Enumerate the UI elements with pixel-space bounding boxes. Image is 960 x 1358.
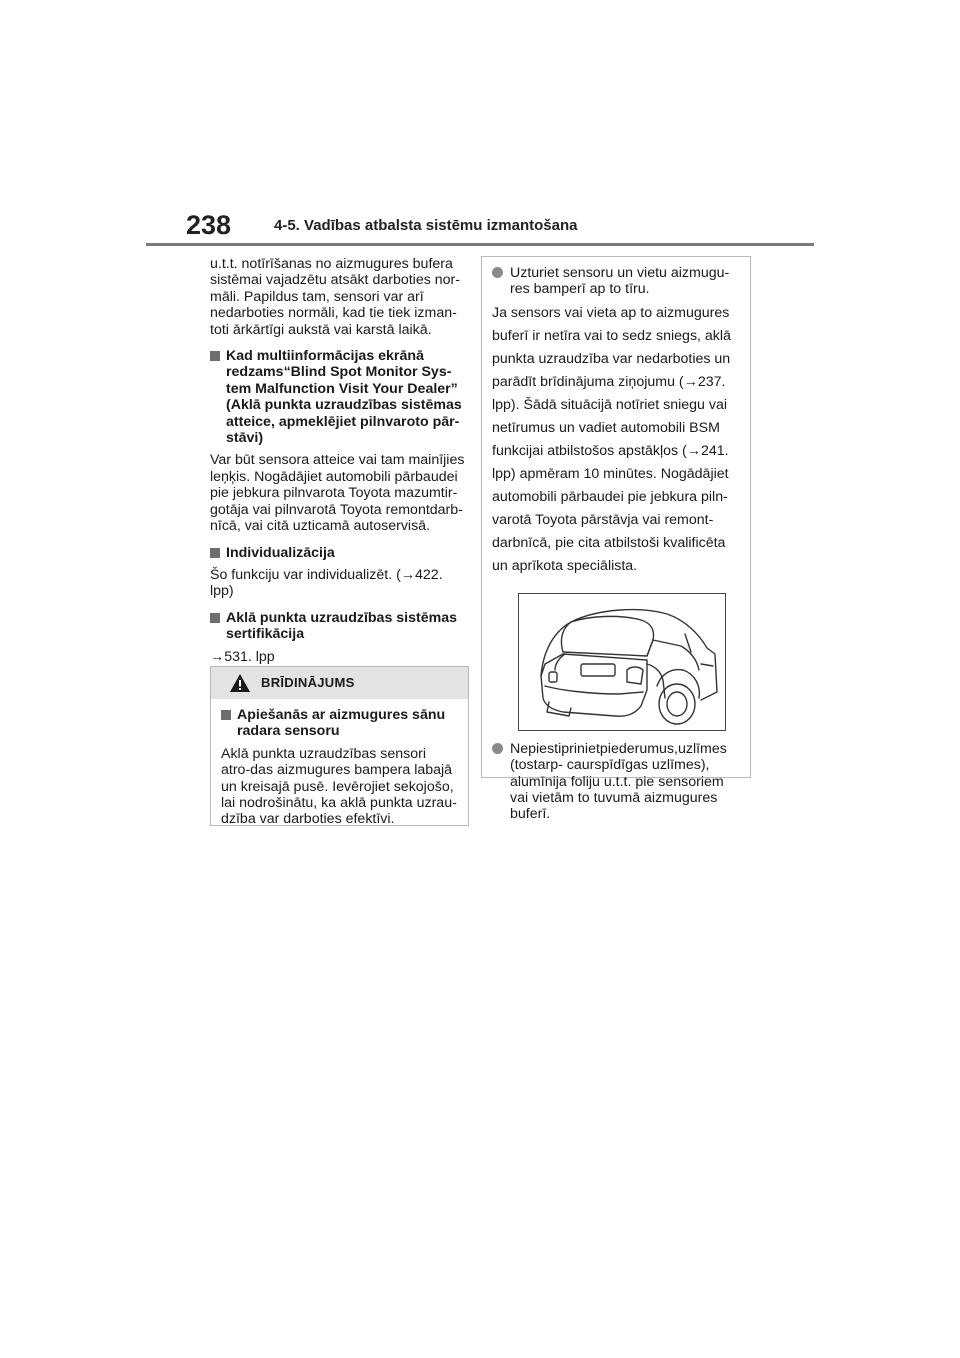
warning-body-text: Aklā punkta uzraudzības sensori atro-das aizmugures bampera labajā un kreisajā pusē. Ievērojiet sekojošo, lai nodrošinātu, ka aklā punkta uzrau-dzība var darboties efektīvi. [221,745,457,828]
warning-header [211,667,468,699]
round-bullet-icon [492,267,503,278]
square-bullet-icon [221,710,231,720]
header-rule [146,243,814,246]
bullet-no-accessories: Nepiestiprinietpiederumus,uzlīmes (tostarp- caurspīdīgas uzlīmes), alumīnija foliju u.t.t. pie sensoriem vai vietām to tuvumā aizmugures buferī. [492,741,741,823]
square-bullet-icon [210,548,220,558]
car-rear-icon [519,594,723,728]
left-column [210,256,468,665]
bullet-keep-clean: Uzturiet sensoru un vietu aizmugu-res bamperī ap to tīru. [492,265,741,298]
warning-box [210,666,469,826]
section-body-certification: →531. lpp [210,648,275,665]
sensor-care-box [481,256,751,823]
car-rear-illustration [518,593,726,731]
warning-triangle-icon [229,673,251,693]
chapter-title: 4-5. Vadības atbalsta sistēmu izmantošana [274,217,578,234]
intro-paragraph: u.t.t. notīrīšanas no aizmugures bufera sistēmai vajadzētu atsākt darboties nor-māli. Papildus tam, sensori var arī nedarboties normāli, kad tie tiek izman-toti ārkārtīgi aukstā vai karstā laikā. [210,256,460,338]
square-bullet-icon [210,613,220,623]
dirty-sensor-paragraph: Ja sensors vai vieta ap to aizmugures buferī ir netīra vai to sedz sniegs, aklā punkta uzraudzība var nedarboties un parādīt brīdinājuma ziņojumu (→237. lpp). Šādā situācijā notīriet sniegu vai netīrumus un vadiet automobili BSM funkcijai atbilstošos apstākļos (→241. lpp) apmēram 10 minūtes. Nogādājiet automobili pārbaudei pie jebkura piln-varotā Toyota pārstāvja vai remont-darbnīcā, pie cita atbilstoši kvalificēta un aprīkota speciālista. [492,304,731,574]
section-body-malfunction: Var būt sensora atteice vai tam mainījies leņķis. Nogādājiet automobili pārbaudei pie jebkura pilnvarota Toyota mazumtir-gotāja vai pilnvarotā Toyota remontdarb-nīcā, vai citā uzticamā autoservisā. [210,452,465,535]
page-header [0,0,960,250]
section-heading-malfunction: Kad multiinformācijas ekrānā redzams“Blind Spot Monitor Sys-tem Malfunction Visit Your Dealer” (Aklā punkta uzraudzības sistēmas atteice, apmeklējiet pilnvaroto pār-stāvi) [210,348,468,446]
section-body-customization: Šo funkciju var individualizēt. (→422. lpp) [210,566,443,600]
page-number: 238 [186,210,232,240]
square-bullet-icon [210,351,220,361]
round-bullet-icon [492,743,503,754]
warning-heading: Apiešanās ar aizmugures sānu radara sensoru [221,707,458,740]
section-heading-customization: Individualizācija [210,545,468,561]
section-heading-certification: Aklā punkta uzraudzības sistēmas sertifikācija [210,610,468,643]
warning-title: BRĪDINĀJUMS [261,675,355,690]
